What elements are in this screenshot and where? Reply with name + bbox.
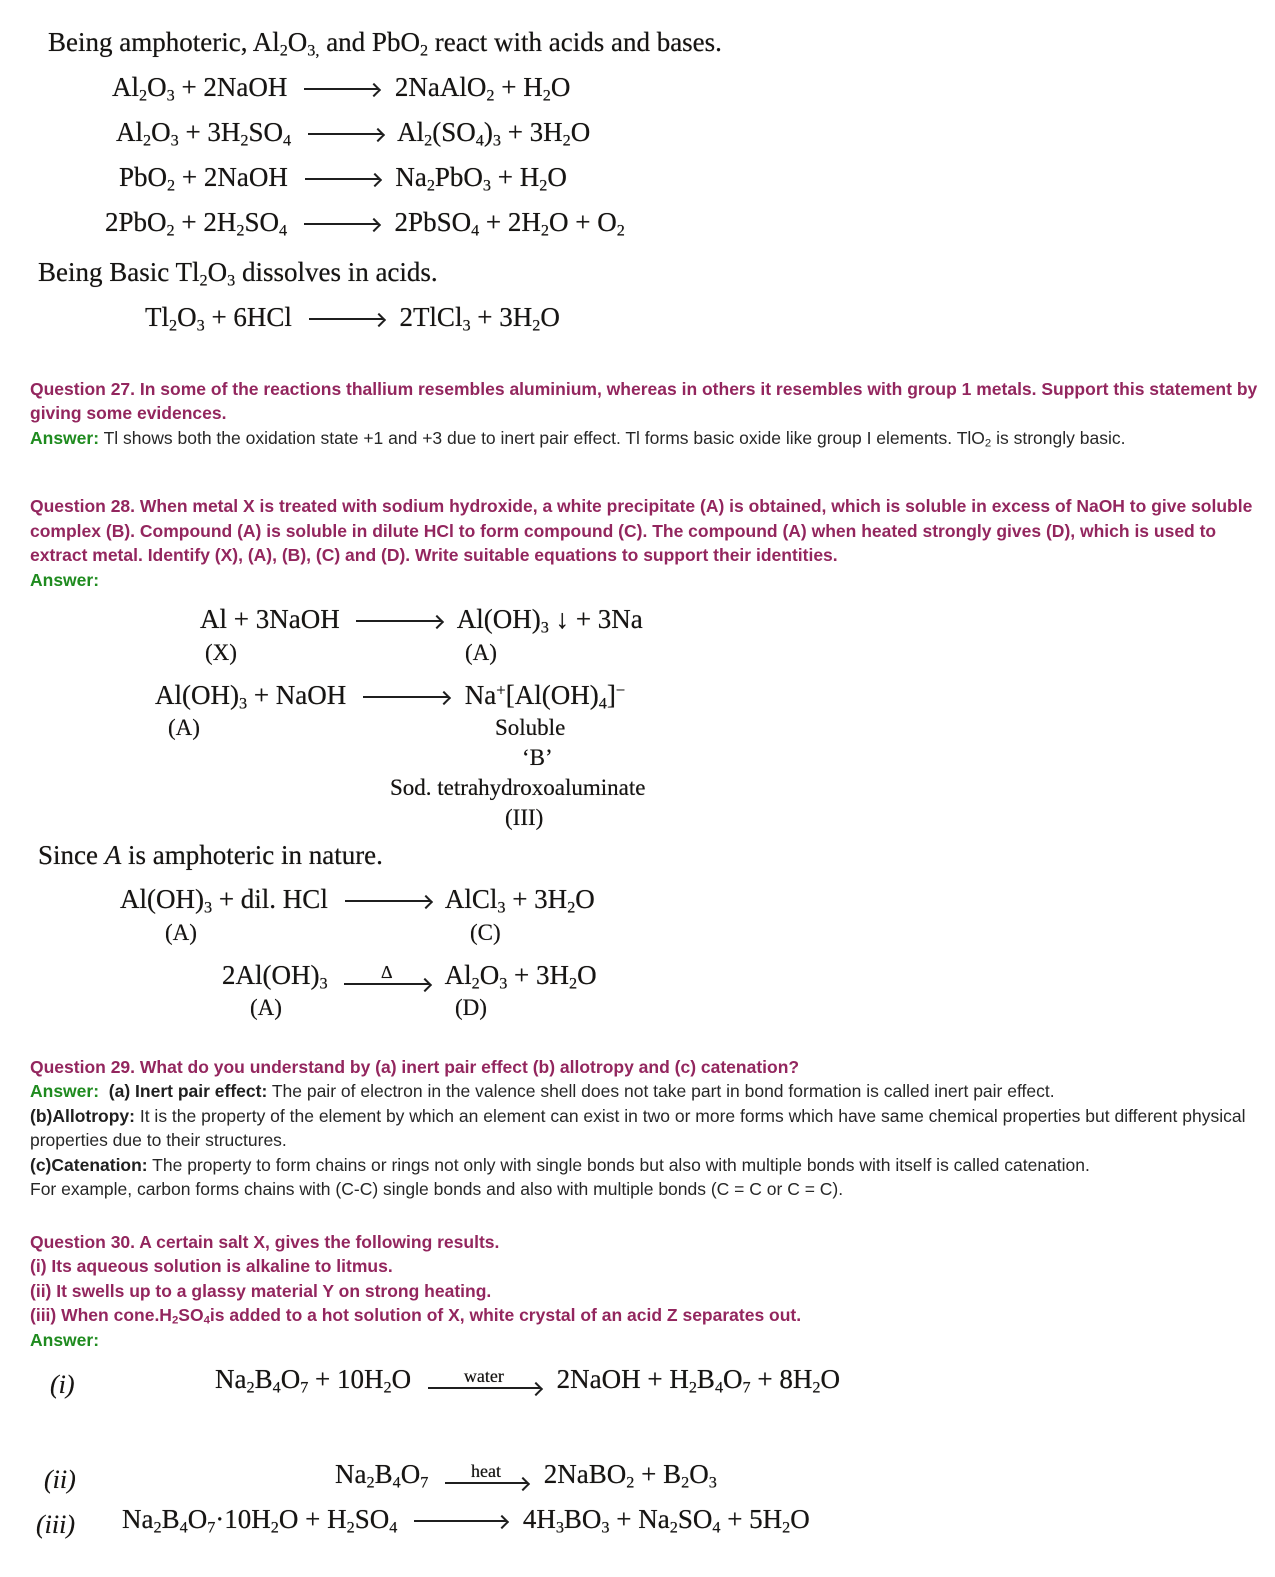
chemical-equation-al2o3-h2so4: $Al_2O_3 + 3H_2SO_4$ $Al_2(SO_4)_3 + 3H_2O$ [116, 116, 591, 150]
question-30-answer-label-row [30, 1328, 1261, 1353]
roman-label-i: (i) [50, 1370, 75, 1400]
answer-label: Answer: [30, 1081, 100, 1102]
chemical-equation-borax-h2so4: $Na_2B_4O_7\cdot 10H_2O + H_2SO_4$ $4H_3BO_3 + Na_2SO_4 + 5H_2O$ [122, 1504, 810, 1537]
chemical-equation-borax-heat: $Na_2B_4O_7$ heat 2NaBO$_2$ + $B_2O_3$ [335, 1459, 717, 1492]
chemical-equation-al2o3-naoh: $Al_2O_3$ + 2NaOH 2NaAlO$_2$ + $H_2O$ [112, 71, 571, 105]
question-28-equations [0, 602, 1275, 1022]
label-x: (X) [205, 639, 237, 665]
question-27-section [30, 377, 1261, 451]
question-29-answer-a [30, 1079, 1261, 1104]
intro-heading: Being amphoteric, $Al_2O_{3,}$ and PbO$_2$ react with acids and bases. [48, 27, 722, 60]
equation-labels-row [0, 743, 1275, 773]
answer-text: (a) Inert pair effect: The pair of electron in the valence shell does not take part in bond formation is called inert pair effect. [108, 1081, 1055, 1102]
answer-label: Answer: [30, 427, 100, 448]
question-30-equations [0, 1362, 1275, 1540]
equation-row-ii [0, 1457, 1275, 1495]
chemical-equation-pbo2-naoh: PbO$_2$ + 2NaOH $Na_2PbO_3 + H_2O$ [119, 161, 567, 195]
question-28-text: Question 28. When metal X is treated with sodium hydroxide, a white precipitate (A) is obtained, which is soluble in excess of NaOH to give soluble complex (B). Compound (A) is soluble in dilute HCl to form compound (C). The compound (A) when heated strongly gives (D), which is used to extract metal. Identify (X), (A), (B), (C) and (D). Write suitable equations to support their identities. [30, 496, 1253, 566]
question-30-item-ii: (ii) It swells up to a glassy material Y on strong heating. [30, 1280, 492, 1301]
question-28-section [30, 494, 1261, 592]
equation-labels-row [0, 803, 1275, 833]
question-29-text: Question 29. What do you understand by (a) inert pair effect (b) allotropy and (c) catenation? [30, 1056, 800, 1077]
label-a: (A) [250, 994, 282, 1020]
roman-label-ii: (ii) [44, 1465, 76, 1495]
question-29-answer-example: For example, carbon forms chains with (C-C) single bonds and also with multiple bonds (C = C or C = C). [30, 1179, 844, 1200]
question-27-answer [30, 426, 1261, 451]
answer-label: Answer: [30, 1329, 100, 1350]
chemical-equation-2aloh3-heat: $2Al(OH)_3$ Δ $Al_2O_3 + 3H_2O$ [222, 959, 597, 993]
chemical-equation-al-naoh: Al + 3NaOH $Al(OH)_3$ ↓ + 3Na [200, 604, 643, 637]
label-a: (A) [465, 639, 497, 665]
question-30-item-iii: (iii) When $cone.H_2SO_4is$ added to a hot solution of X, white crystal of an acid Z separates out. [30, 1305, 802, 1327]
question-30-text: Question 30. A certain salt X, gives the following results. [30, 1231, 500, 1252]
chemical-equation-borax-water: $Na_2B_4O_7 + 10H_2O$ water 2NaOH + $H_2B_4O_7 + 8H_2O$ [215, 1364, 840, 1397]
label-sod-tetrahydroxoaluminate: Sod. tetrahydroxoaluminate [390, 774, 646, 800]
equation-row-i [0, 1362, 1275, 1400]
label-c: (C) [470, 919, 501, 945]
chemical-equation-aloh3-hcl: $Al(OH)_3$ + dil. HCl AlCl$_3$ + $3H_2O$ [120, 884, 595, 917]
chemical-equation-aloh3-naoh: $Al(OH)_3$ + NaOH $Na^+[Al(OH)_4]^-$ [155, 679, 626, 713]
label-iii: (III) [505, 804, 544, 830]
label-a: (A) [165, 919, 197, 945]
equation-labels-row [0, 993, 1275, 1023]
question-28-answer-label-row [30, 568, 1261, 593]
equation-labels-row [0, 918, 1275, 948]
question-29-section [30, 1055, 1261, 1202]
question-30-item-i: (i) Its aqueous solution is alkaline to litmus. [30, 1256, 393, 1277]
roman-label-iii: (iii) [36, 1510, 75, 1540]
question-30-section [30, 1230, 1261, 1353]
answer-text: Tl shows both the oxidation state +1 and +3 due to inert pair effect. Tl forms basic oxide like group I elements. TlO$_2$ is strongly basic. [103, 427, 1126, 450]
answer-label: Answer: [30, 569, 100, 590]
chemical-equation-pbo2-h2so4: $2PbO_2 + 2H_2SO_4$ 2PbSO$_4$ + $2H_2O + O_2$ [105, 207, 625, 240]
equation-labels-row [0, 638, 1275, 668]
label-a: (A) [168, 714, 200, 740]
basic-line: Being Basic $Tl_2O_3$ dissolves in acids. [38, 257, 438, 290]
question-29-answer-c: (c)Catenation: The property to form chains or rings not only with single bonds but also with multiple bonds with itself is called catenation. [30, 1154, 1090, 1175]
chemical-equation-tl2o3-hcl: $Tl_2O_3 + 6HCl$ 2TlCl$_3$ + $3H_2O$ [145, 301, 560, 335]
question-27-text: Question 27. In some of the reactions thallium resembles aluminium, whereas in others it resembles with group 1 metals. Support this statement by giving some evidences. [30, 378, 1258, 424]
equation-row-iii [0, 1502, 1275, 1540]
label-d: (D) [455, 994, 487, 1020]
since-line: Since A is amphoteric in nature. [38, 839, 383, 870]
label-b: ‘B’ [522, 744, 553, 770]
equation-labels-row [0, 773, 1275, 803]
intro-section [0, 26, 1275, 335]
question-29-answer-b: (b)Allotropy: It is the property of the element by which an element can exist in two or more forms which have same chemical properties but different physical properties due to their structures. [30, 1105, 1246, 1151]
label-soluble: Soluble [495, 714, 566, 740]
equation-labels-row [0, 713, 1275, 743]
